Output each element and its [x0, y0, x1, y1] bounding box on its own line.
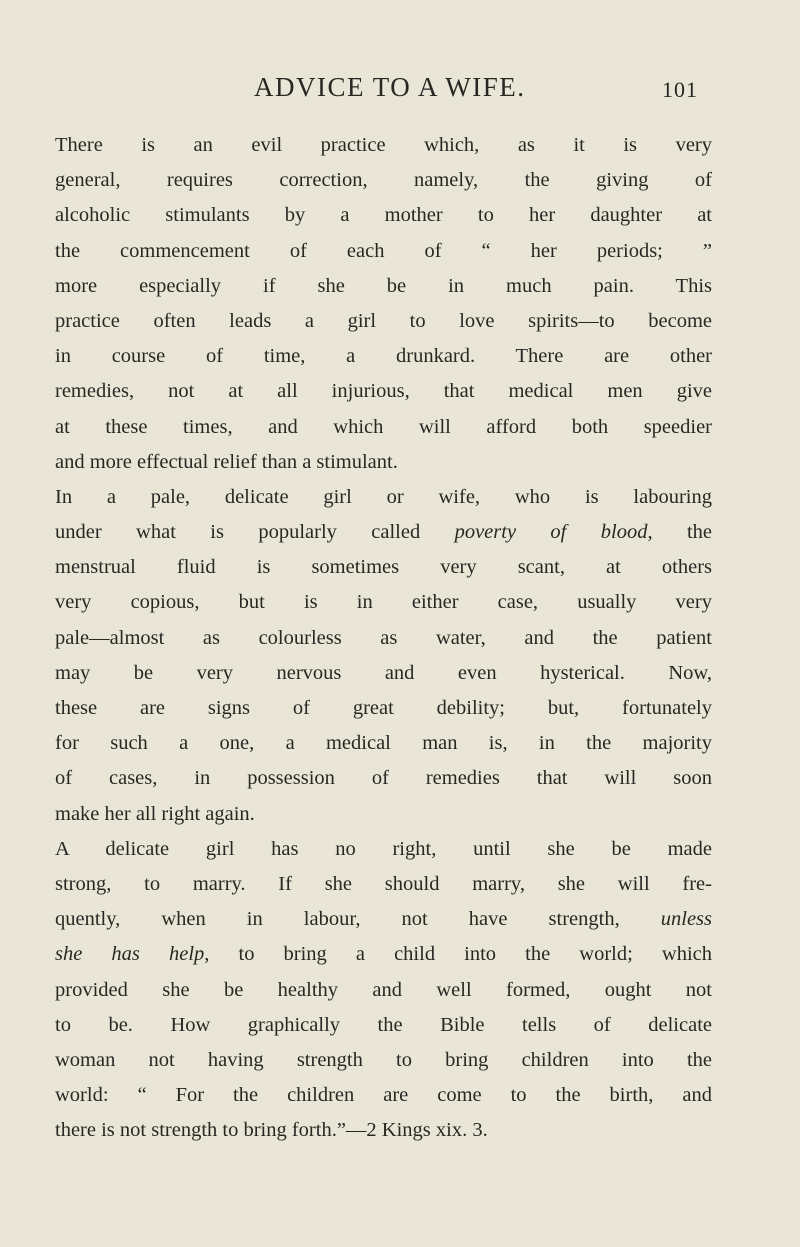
text-segment: in course of time, a drunkard. There are other [55, 345, 712, 368]
text-line [55, 832, 712, 867]
text-line [55, 304, 712, 339]
text-line [55, 1043, 712, 1078]
italic-phrase: she has help [55, 943, 205, 966]
text-segment: to be. How graphically the Bible tells of delicate [55, 1013, 712, 1036]
text-line [55, 621, 712, 656]
text-line [55, 198, 712, 233]
text-segment: quently, when in labour, not have strength, [55, 908, 661, 931]
running-head [0, 72, 800, 106]
text-line [55, 374, 712, 409]
italic-phrase: poverty of blood [454, 521, 648, 544]
text-segment: strong, to marry. If she should marry, she will fre- [55, 872, 712, 895]
text-segment: the commencement of each of “ her periods; ” [55, 239, 712, 262]
text-line [55, 726, 712, 761]
text-line [55, 656, 712, 691]
text-line [55, 585, 712, 620]
text-line [55, 269, 712, 304]
text-segment: these are signs of great debility; but, fortunately [55, 697, 712, 719]
text-segment: practice often leads a girl to love spirits—to become [55, 309, 712, 332]
text-segment: menstrual fluid is sometimes very scant, at others [55, 556, 712, 579]
running-title: ADVICE TO A WIFE. [254, 72, 526, 102]
text-line [55, 1008, 712, 1043]
text-segment: under what is popularly called [55, 521, 455, 544]
text-segment: pale—almost as colourless as water, and the patient [55, 626, 712, 649]
text-segment: of cases, in possession of remedies that will soon [55, 767, 712, 790]
text-line [55, 410, 712, 445]
text-segment: for such a one, a medical man is, in the majority [55, 732, 712, 755]
text-line [55, 1113, 712, 1148]
text-segment: general, requires correction, namely, the giving of [55, 169, 712, 192]
text-segment: , to bring a child into the world; which [204, 943, 712, 966]
text-segment: may be very nervous and even hysterical. Now, [55, 661, 712, 684]
text-line [55, 797, 712, 832]
text-segment: make her all right again. [55, 802, 255, 825]
italic-phrase: unless [660, 908, 712, 931]
text-segment: there is not strength to bring forth.”—2 Kings xix. 3. [55, 1119, 488, 1142]
text-line [55, 550, 712, 585]
text-line [55, 973, 712, 1008]
text-segment: world: “ For the children are come to the birth, and [55, 1084, 712, 1107]
text-line [55, 163, 712, 198]
text-line [55, 902, 712, 937]
text-segment: A delicate girl has no right, until she be made [55, 837, 712, 860]
text-segment: alcoholic stimulants by a mother to her daughter at [55, 204, 712, 227]
text-line [55, 128, 712, 163]
text-segment: , the [647, 521, 712, 544]
text-segment: There is an evil practice which, as it is very [55, 134, 712, 156]
text-line [55, 1078, 712, 1113]
text-segment: provided she be healthy and well formed, ought not [55, 978, 712, 1001]
text-segment: at these times, and which will afford both speedier [55, 415, 712, 438]
text-segment: more especially if she be in much pain. This [55, 274, 712, 297]
text-segment: very copious, but is in either case, usually very [55, 591, 712, 614]
text-line [55, 937, 712, 972]
text-segment: and more effectual relief than a stimulant. [55, 450, 398, 473]
page-number: 101 [662, 77, 698, 102]
text-line [55, 445, 712, 480]
text-segment: remedies, not at all injurious, that medical men give [55, 380, 712, 403]
text-line [55, 480, 712, 515]
text-line [55, 691, 712, 726]
text-segment: woman not having strength to bring children into the [55, 1048, 712, 1071]
text-line [55, 234, 712, 269]
text-line [55, 867, 712, 902]
text-segment: In a pale, delicate girl or wife, who is labouring [55, 485, 712, 508]
body-text [55, 128, 712, 1148]
text-line [55, 339, 712, 374]
text-line [55, 761, 712, 796]
text-line [55, 515, 712, 550]
